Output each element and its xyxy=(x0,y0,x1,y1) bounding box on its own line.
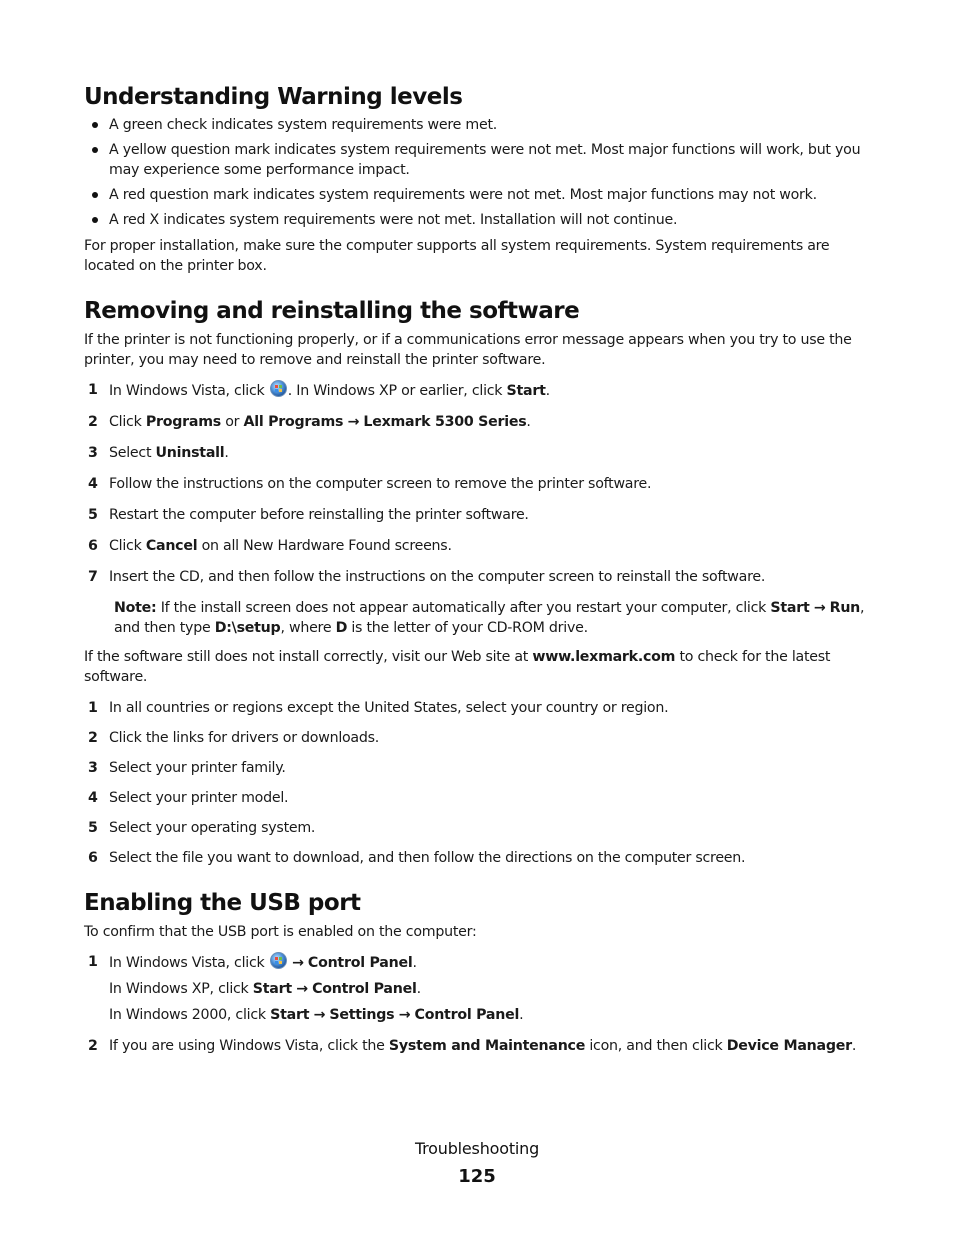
programs-label: Programs xyxy=(145,414,221,430)
section-heading-usb-port: Enabling the USB port xyxy=(84,890,361,916)
arrow-right-icon: → xyxy=(813,600,826,616)
uninstall-label: Uninstall xyxy=(155,445,225,461)
step-item xyxy=(84,412,874,432)
arrow-right-icon: → xyxy=(347,414,360,430)
step-item xyxy=(84,505,874,525)
step-item xyxy=(84,567,874,587)
step-item xyxy=(84,818,874,838)
step-text: Select the file you want to download, and then follow the directions on the computer screen. xyxy=(109,850,746,866)
list-item: A red X indicates system requirements were not met. Installation will not continue. xyxy=(84,210,874,230)
win2000-instruction xyxy=(109,1005,874,1025)
punctuation: . xyxy=(412,955,417,971)
reinstall-steps xyxy=(84,380,874,587)
step-text: Select your printer family. xyxy=(109,760,286,776)
note-label: Note: xyxy=(114,600,157,616)
section-heading-warning-levels: Understanding Warning levels xyxy=(84,84,463,110)
step-number: 6 xyxy=(88,850,98,866)
punctuation: . xyxy=(526,414,531,430)
arrow-right-icon: → xyxy=(398,1007,411,1023)
step-text: Select your printer model. xyxy=(109,790,289,806)
website-text: to check for the latest software. xyxy=(84,649,831,685)
step-number: 5 xyxy=(88,820,98,836)
setup-path: D:\setup xyxy=(214,620,281,636)
step-item xyxy=(84,698,874,718)
requirements-paragraph: For proper installation, make sure the computer supports all system requirements. System requirements are located on the printer box. xyxy=(84,238,830,274)
punctuation: . xyxy=(851,1038,857,1054)
drive-letter: D xyxy=(335,620,348,636)
step-text: Click xyxy=(109,538,146,554)
step-number: 5 xyxy=(88,507,98,523)
list-item: A red question mark indicates system requirements were not met. Most major functions may not work. xyxy=(84,185,874,205)
all-programs-label: All Programs xyxy=(243,414,344,430)
control-panel-label: Control Panel xyxy=(307,955,413,971)
punctuation: . xyxy=(224,445,229,461)
step-text: In Windows XP, click xyxy=(109,981,253,997)
step-number: 1 xyxy=(88,700,98,716)
step-item xyxy=(84,728,874,748)
page-number: 125 xyxy=(458,1166,496,1187)
step-number: 3 xyxy=(88,760,98,776)
run-label: Run xyxy=(829,600,861,616)
step-text: In Windows 2000, click xyxy=(109,1007,271,1023)
note-text: , and then type xyxy=(114,600,865,636)
warning-levels-list xyxy=(84,115,874,230)
windows-start-icon xyxy=(270,952,287,969)
step-text: . In Windows XP or earlier, click xyxy=(287,383,507,399)
step-item xyxy=(84,848,874,868)
step-text: or xyxy=(220,414,244,430)
step-number: 4 xyxy=(88,790,98,806)
document-page xyxy=(84,82,874,1067)
step-text: Select your operating system. xyxy=(109,820,316,836)
step-text: If you are using Windows Vista, click the xyxy=(109,1038,389,1054)
step-text: In all countries or regions except the United States, select your country or region. xyxy=(109,700,669,716)
list-item: A green check indicates system requirements were met. xyxy=(84,115,874,135)
step-text: Restart the computer before reinstalling the printer software. xyxy=(109,507,529,523)
step-item xyxy=(84,443,874,463)
arrow-right-icon: → xyxy=(313,1007,326,1023)
footer-section-label: Troubleshooting xyxy=(414,1139,540,1158)
website-paragraph xyxy=(84,647,874,687)
step-number: 7 xyxy=(88,569,98,585)
step-item xyxy=(84,1036,874,1056)
step-number: 1 xyxy=(88,382,98,398)
device-manager-label: Device Manager xyxy=(726,1038,852,1054)
list-item: A yellow question mark indicates system requirements were not met. Most major functions will work, but you may experience some performance impact. xyxy=(84,140,874,180)
step-item xyxy=(84,474,874,494)
arrow-right-icon: → xyxy=(292,955,304,971)
start-label: Start xyxy=(252,981,292,997)
reinstall-intro: If the printer is not functioning properly, or if a communications error message appears when you try to use the printer, you may need to remove and reinstall the printer software. xyxy=(84,332,852,368)
step-text: Select xyxy=(109,445,156,461)
punctuation: . xyxy=(519,1007,524,1023)
step-item xyxy=(84,380,874,401)
website-steps xyxy=(84,698,874,868)
lexmark-series-label: Lexmark 5300 Series xyxy=(363,414,527,430)
step-number: 2 xyxy=(88,730,98,746)
step-text: Click the links for drivers or downloads. xyxy=(109,730,380,746)
usb-steps xyxy=(84,952,874,1056)
install-note xyxy=(114,598,874,638)
step-text: on all New Hardware Found screens. xyxy=(197,538,452,554)
start-label: Start xyxy=(506,383,546,399)
arrow-right-icon: → xyxy=(296,981,308,997)
website-text: If the software still does not install correctly, visit our Web site at xyxy=(84,649,533,665)
control-panel-label: Control Panel xyxy=(414,1007,520,1023)
start-label: Start xyxy=(270,1007,310,1023)
windows-start-icon xyxy=(270,380,287,397)
xp-instruction xyxy=(109,979,874,999)
section-heading-reinstall: Removing and reinstalling the software xyxy=(84,298,580,324)
step-text: Click xyxy=(109,414,146,430)
step-number: 4 xyxy=(88,476,98,492)
punctuation: . xyxy=(416,981,421,997)
step-number: 2 xyxy=(88,1038,98,1054)
step-text: In Windows Vista, click xyxy=(109,383,269,399)
step-number: 3 xyxy=(88,445,98,461)
note-text: , where xyxy=(280,620,336,636)
step-text: In Windows Vista, click xyxy=(109,955,269,971)
lexmark-website-link[interactable]: www.lexmark.com xyxy=(532,649,676,665)
note-text: is the letter of your CD-ROM drive. xyxy=(347,620,588,636)
system-maintenance-label: System and Maintenance xyxy=(388,1038,586,1054)
step-text: Insert the CD, and then follow the instructions on the computer screen to reinstall the software. xyxy=(109,569,766,585)
step-item xyxy=(84,758,874,778)
step-item xyxy=(84,788,874,808)
cancel-label: Cancel xyxy=(145,538,198,554)
step-number: 6 xyxy=(88,538,98,554)
step-text: icon, and then click xyxy=(585,1038,727,1054)
step-item xyxy=(84,952,874,1025)
settings-label: Settings xyxy=(329,1007,395,1023)
step-item xyxy=(84,536,874,556)
note-text: If the install screen does not appear automatically after you restart your computer, click xyxy=(156,600,771,616)
step-number: 1 xyxy=(88,954,98,970)
punctuation: . xyxy=(545,383,550,399)
step-number: 2 xyxy=(88,414,98,430)
step-text: Follow the instructions on the computer screen to remove the printer software. xyxy=(109,476,652,492)
usb-intro: To confirm that the USB port is enabled on the computer: xyxy=(84,924,477,940)
control-panel-label: Control Panel xyxy=(312,981,417,997)
start-label: Start xyxy=(770,600,810,616)
